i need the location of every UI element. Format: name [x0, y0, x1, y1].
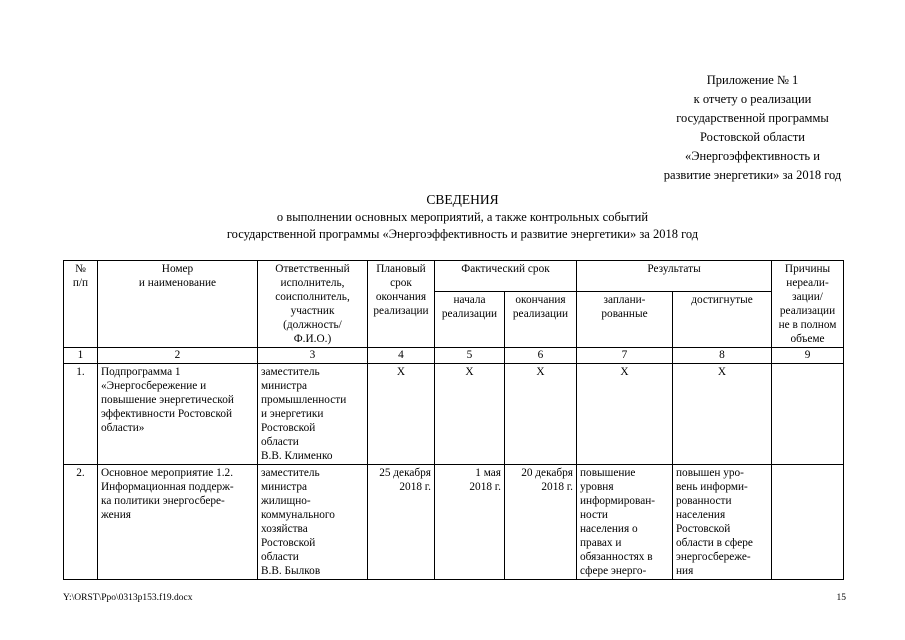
row-planned-deadline: Х: [368, 364, 435, 465]
row-actual-start: 1 мая 2018 г.: [435, 465, 505, 580]
appendix-line: развитие энергетики» за 2018 год: [663, 168, 842, 182]
column-number: 6: [505, 348, 577, 364]
row-results-planned: Х: [577, 364, 673, 465]
header-results-achieved: достигнутые: [673, 291, 772, 347]
appendix-line: к отчету о реализации: [693, 92, 812, 106]
title-line-2: государственной программы «Энергоэффективность и развитие энергетики» за 2018 год: [226, 227, 699, 241]
appendix-line: «Энергоэффективность и: [685, 149, 820, 163]
title-main: СВЕДЕНИЯ: [426, 192, 499, 207]
appendix-line: Приложение № 1: [706, 73, 799, 87]
row-num: 1.: [64, 364, 98, 465]
row-planned-deadline: 25 декабря 2018 г.: [368, 465, 435, 580]
column-number: 3: [258, 348, 368, 364]
header-actual-term: Фактический срок: [435, 261, 577, 292]
column-number: 5: [435, 348, 505, 364]
row-reasons: [772, 364, 844, 465]
column-number: 7: [577, 348, 673, 364]
appendix-line: Ростовской области: [700, 130, 805, 144]
row-results-achieved: повышен уро- вень информи- рованности населения Ростовской области в сфере энергосбереже- ния: [673, 465, 772, 580]
table-row: [64, 364, 844, 465]
row-responsible: заместитель министра промышленности и энергетики Ростовской области В.В. Клименко: [258, 364, 368, 465]
row-num: 2.: [64, 465, 98, 580]
header-results: Результаты: [577, 261, 772, 292]
column-number: 9: [772, 348, 844, 364]
appendix-block: [640, 71, 865, 185]
footer-file-path: Y:\ORST\Ppo\0313p153.f19.docx: [63, 593, 193, 603]
column-number: 8: [673, 348, 772, 364]
header-actual-end: окончания реализации: [505, 291, 577, 347]
page-number: 15: [836, 593, 846, 603]
header-num: № п/п: [64, 261, 98, 348]
row-name: Подпрограмма 1 «Энергосбережение и повышение энергетической эффективности Ростовской области»: [98, 364, 258, 465]
column-number: 4: [368, 348, 435, 364]
header-planned-deadline: Плановый срок окончания реализации: [368, 261, 435, 348]
row-responsible: заместитель министра жилищно- коммунального хозяйства Ростовской области В.В. Былков: [258, 465, 368, 580]
row-actual-end: Х: [505, 364, 577, 465]
appendix-line: государственной программы: [676, 111, 829, 125]
row-actual-end: 20 декабря 2018 г.: [505, 465, 577, 580]
title-line-1: о выполнении основных мероприятий, а также контрольных событий: [276, 210, 649, 224]
row-name: Основное мероприятие 1.2. Информационная поддерж- ка политики энергосбере- жения: [98, 465, 258, 580]
column-number: 1: [64, 348, 98, 364]
header-reasons: Причины нереали- зации/ реализации не в полном объеме: [772, 261, 844, 348]
header-responsible: Ответственный исполнитель, соисполнитель, участник (должность/ Ф.И.О.): [258, 261, 368, 348]
report-table: [63, 260, 844, 580]
row-reasons: [772, 465, 844, 580]
column-number-row: [64, 348, 844, 364]
row-results-planned: повышение уровня информирован- ности населения о правах и обязанностях в сфере энерго-: [577, 465, 673, 580]
header-actual-start: начала реализации: [435, 291, 505, 347]
column-number: 2: [98, 348, 258, 364]
header-name: Номер и наименование: [98, 261, 258, 348]
document-title: [90, 191, 835, 243]
table-row: [64, 465, 844, 580]
row-actual-start: Х: [435, 364, 505, 465]
header-results-planned: заплани- рованные: [577, 291, 673, 347]
row-results-achieved: Х: [673, 364, 772, 465]
